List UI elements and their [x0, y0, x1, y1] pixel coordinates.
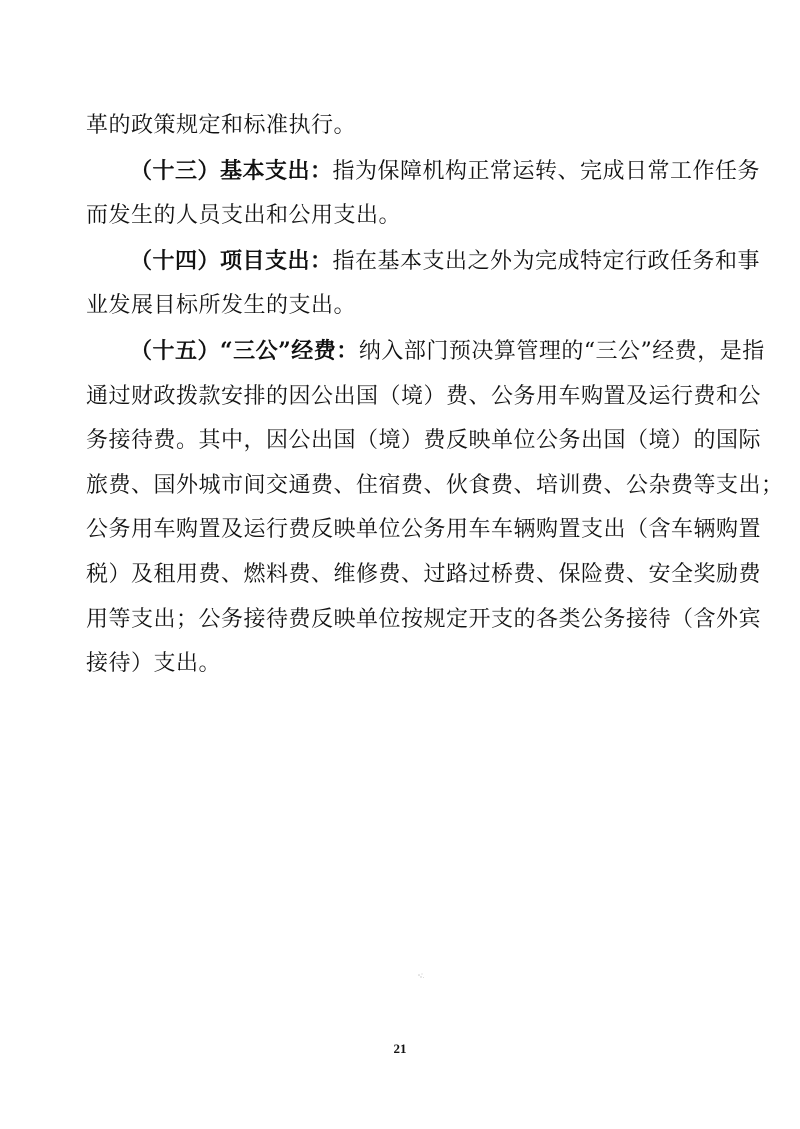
text-line: 接待）支出。	[86, 651, 222, 677]
text-line: 旅费、国外城市间交通费、住宿费、伙食费、培训费、公杂费等支出；	[86, 472, 784, 498]
page-number: 21	[393, 1041, 407, 1056]
text-line	[86, 239, 761, 285]
body-text	[86, 104, 784, 687]
definition-text: 指在基本支出之外为完成特定行政任务和事	[332, 248, 761, 274]
text-line: 通过财政拨款安排的因公出国（境）费、公务用车购置及运行费和公	[86, 383, 762, 409]
text-line: 税）及租用费、燃料费、维修费、过路过桥费、保险费、安全奖励费	[86, 561, 762, 587]
paragraph-project-expenditure	[86, 239, 761, 329]
text-line: 公务用车购置及运行费反映单位公务用车车辆购置支出（含车辆购置	[86, 517, 762, 543]
term-basic-expenditure: （十三）基本支出：	[130, 157, 333, 184]
paragraph-basic-expenditure	[86, 149, 761, 239]
text-line: 用等支出；公务接待费反映单位按规定开支的各类公务接待（含外宾	[86, 606, 762, 632]
text-line	[86, 149, 761, 195]
scan-speck	[417, 972, 425, 980]
definition-text: 纳入部门预决算管理的“三公”经费，是指	[358, 338, 765, 364]
text-line: 务接待费。其中，因公出国（境）费反映单位公务出国（境）的国际	[86, 428, 762, 454]
text-line: 革的政策规定和标准执行。	[86, 113, 357, 138]
term-three-public-expenses: （十五）“三公”经费：	[130, 337, 359, 364]
text-line: 业发展目标所发生的支出。	[86, 293, 357, 319]
term-project-expenditure: （十四）项目支出：	[130, 247, 333, 274]
paragraph-continuation	[86, 104, 716, 149]
paragraph-three-public-expenses	[86, 329, 784, 687]
definition-text: 指为保障机构正常运转、完成日常工作任务	[332, 158, 761, 184]
text-line: 而发生的人员支出和公用支出。	[86, 203, 402, 229]
text-line	[86, 329, 765, 375]
